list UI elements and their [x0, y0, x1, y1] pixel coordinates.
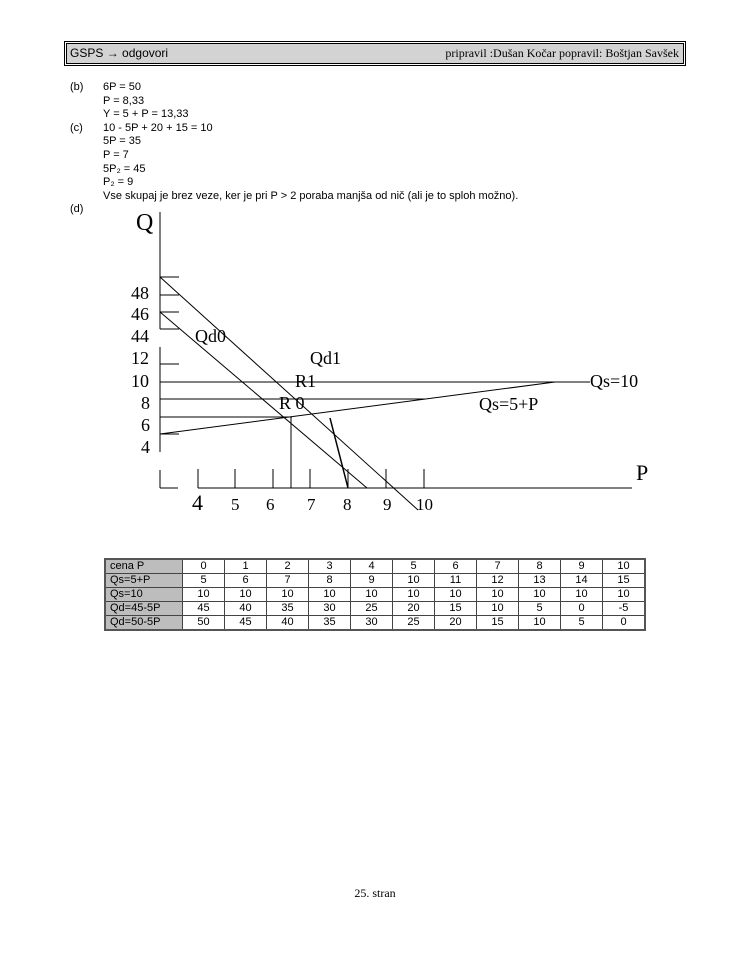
table-cell: -5	[603, 602, 646, 616]
table-cell: 4	[351, 559, 393, 574]
table-cell: 10	[393, 588, 435, 602]
table-cell: 7	[267, 574, 309, 588]
table-cell: 10	[267, 588, 309, 602]
y-tick-label: 44	[131, 326, 149, 346]
table-cell: 10	[603, 559, 646, 574]
answer-label: (b)	[70, 81, 84, 93]
x-tick-label: 4	[192, 490, 203, 515]
table-cell: 0	[603, 616, 646, 631]
table-cell: 20	[435, 616, 477, 631]
table-cell: 10	[477, 602, 519, 616]
table-row	[105, 574, 645, 588]
row-header: Qs=10	[105, 588, 183, 602]
table-cell: 1	[225, 559, 267, 574]
qs10-label: Qs=10	[590, 371, 639, 391]
x-tick-label: 8	[343, 495, 352, 514]
table-cell: 30	[309, 602, 351, 616]
x-tick-label: 6	[266, 495, 275, 514]
y-tick-label: 12	[131, 348, 149, 368]
header-section: odgovori	[122, 46, 169, 60]
y-tick-label: 8	[141, 393, 150, 413]
qd0-label: Qd0	[195, 326, 226, 346]
page-number: 25. stran	[354, 886, 396, 900]
answer-text: P = 7	[103, 148, 129, 161]
y-axis-label: Q	[136, 210, 154, 236]
answer-label: (d)	[70, 203, 84, 216]
x-axis-label: P	[636, 460, 649, 485]
table-cell: 5	[183, 574, 225, 588]
table-cell: 10	[183, 588, 225, 602]
table-cell: 8	[519, 559, 561, 574]
table-row	[105, 602, 645, 616]
qs5p-label: Qs=5+P	[479, 394, 539, 414]
table-cell: 11	[435, 574, 477, 588]
table-cell: 0	[183, 559, 225, 574]
table-cell: 15	[603, 574, 646, 588]
table-cell: 8	[309, 574, 351, 588]
y-tick-label: 46	[131, 304, 149, 324]
answer-text: P₂ = 9	[103, 176, 134, 189]
table-cell: 5	[519, 602, 561, 616]
y-tick-label: 48	[131, 283, 149, 303]
row-header: Qd=50-5P	[105, 616, 183, 631]
table-cell: 45	[225, 616, 267, 631]
table-cell: 6	[225, 574, 267, 588]
answer-label: (c)	[70, 121, 83, 134]
r1-label: R1	[295, 371, 317, 391]
answer-text: P = 8,33	[103, 94, 145, 107]
table-cell: 9	[561, 559, 603, 574]
row-header: Qd=45-5P	[105, 602, 183, 616]
steep-line	[330, 418, 348, 488]
table-cell: 10	[393, 574, 435, 588]
r0-label: R 0	[279, 393, 305, 413]
table-cell: 35	[309, 616, 351, 631]
header-authors: pripravil :Dušan Kočar popravil: Boštjan Savšek	[445, 46, 679, 60]
table-cell: 45	[183, 602, 225, 616]
answer-text: 5P₂ = 45	[103, 162, 146, 175]
table-cell: 10	[435, 588, 477, 602]
x-tick-label: 7	[307, 495, 316, 514]
table-cell: 50	[183, 616, 225, 631]
answer-text: Vse skupaj je brez veze, ker je pri P > 2 poraba manjša od nič (ali je to sploh možno).	[103, 189, 519, 202]
table-cell: 10	[519, 588, 561, 602]
row-header: Qs=5+P	[105, 574, 183, 588]
values-table	[104, 558, 646, 631]
table-cell: 10	[603, 588, 646, 602]
table-cell: 40	[267, 616, 309, 631]
header-course: GSPS	[70, 46, 104, 60]
table-cell: 35	[267, 602, 309, 616]
table-cell: 2	[267, 559, 309, 574]
table-cell: 10	[351, 588, 393, 602]
x-tick-label: 5	[231, 495, 240, 514]
y-tick-label: 4	[141, 437, 150, 457]
x-tick-label: 10	[416, 495, 433, 514]
y-tick-label: 10	[131, 371, 149, 391]
row-header: cena P	[105, 559, 183, 574]
table-row	[105, 559, 645, 574]
table-cell: 3	[309, 559, 351, 574]
table-cell: 6	[435, 559, 477, 574]
table-cell: 0	[561, 602, 603, 616]
qd1-label: Qd1	[310, 348, 341, 368]
table-cell: 12	[477, 574, 519, 588]
table-cell: 9	[351, 574, 393, 588]
table-cell: 13	[519, 574, 561, 588]
table-cell: 25	[393, 616, 435, 631]
table-cell: 15	[477, 616, 519, 631]
table-cell: 10	[519, 616, 561, 631]
answer-text: 5P = 35	[103, 135, 142, 148]
table-cell: 10	[225, 588, 267, 602]
answer-text: 6P = 50	[103, 81, 142, 93]
table-cell: 14	[561, 574, 603, 588]
table-cell: 5	[561, 616, 603, 631]
answer-text: Y = 5 + P = 13,33	[103, 108, 189, 121]
table-cell: 15	[435, 602, 477, 616]
table-cell: 10	[309, 588, 351, 602]
x-tick-label: 9	[383, 495, 392, 514]
arrow-icon: →	[106, 46, 119, 60]
table-cell: 30	[351, 616, 393, 631]
table-cell: 7	[477, 559, 519, 574]
table-cell: 20	[393, 602, 435, 616]
answer-text: 10 - 5P + 20 + 15 = 10	[103, 121, 213, 134]
qd0-line	[160, 312, 367, 488]
y-tick-label: 6	[141, 415, 150, 435]
table-cell: 10	[561, 588, 603, 602]
table-row	[105, 616, 645, 631]
table-row	[105, 588, 645, 602]
table-cell: 25	[351, 602, 393, 616]
table-cell: 5	[393, 559, 435, 574]
table-cell: 40	[225, 602, 267, 616]
table-cell: 10	[477, 588, 519, 602]
